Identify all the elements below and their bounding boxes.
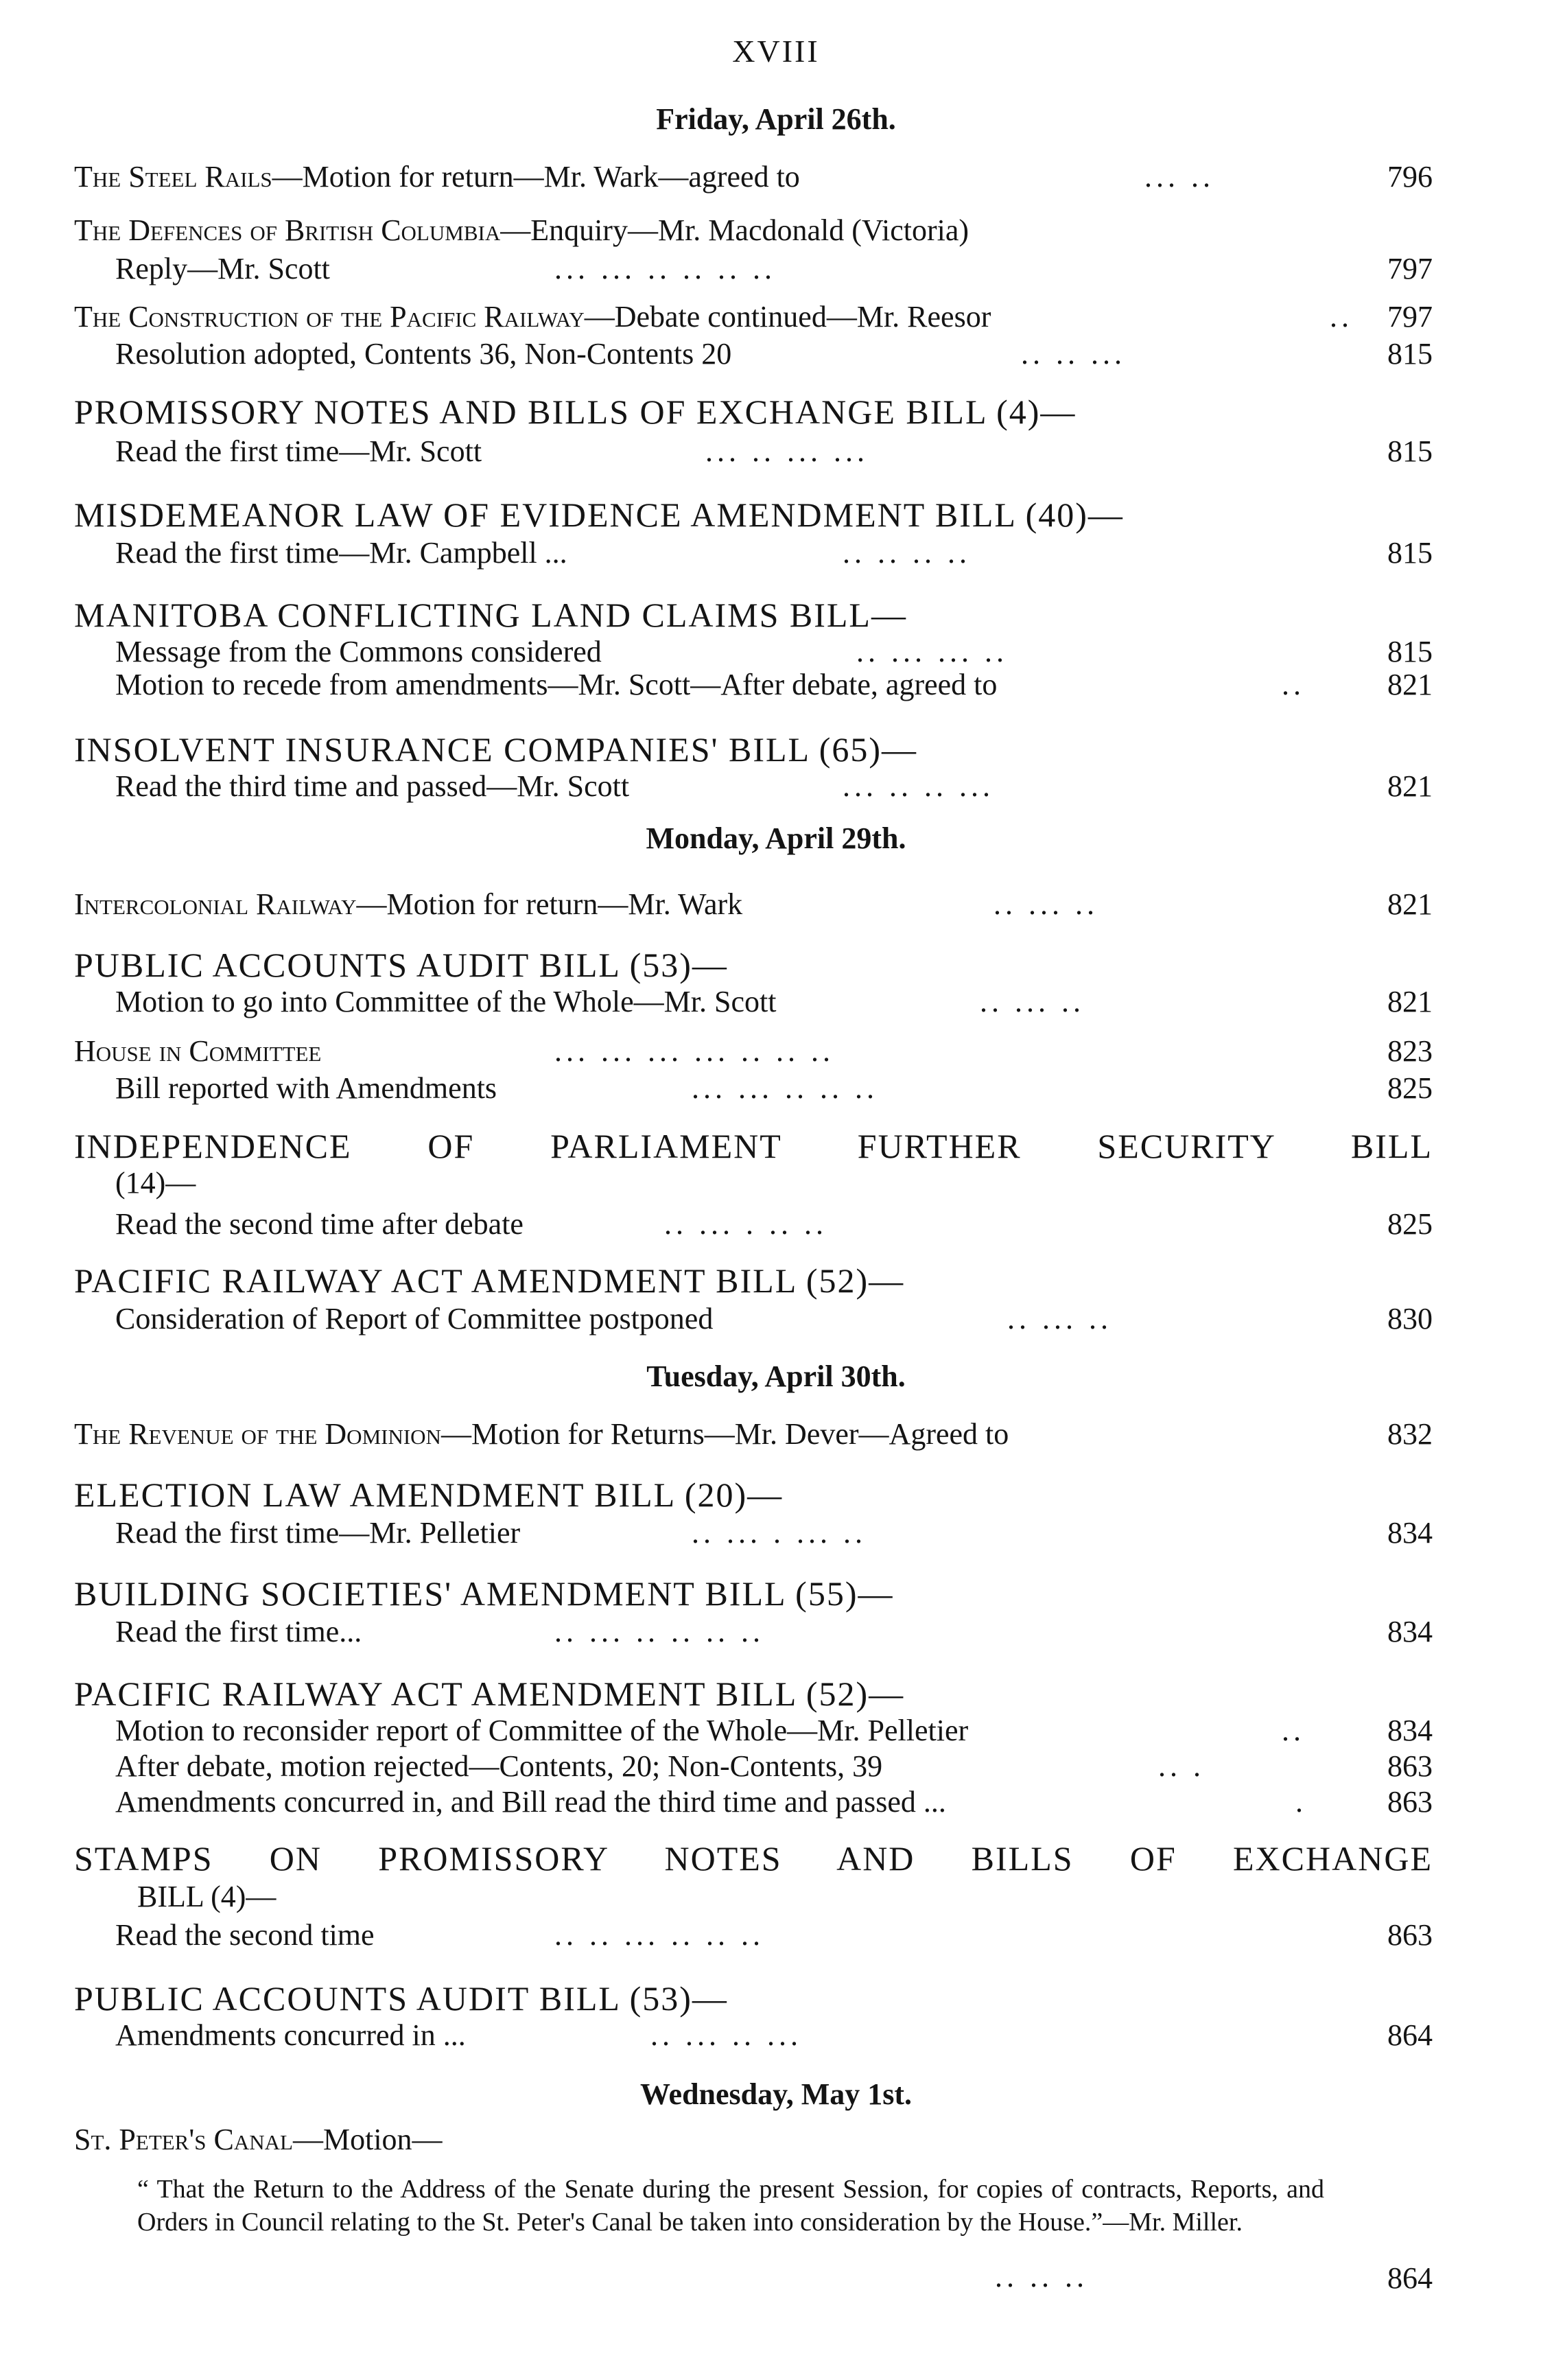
entry-text: Message from the Commons considered <box>115 635 602 668</box>
entry-text: Read the first time—Mr. Campbell ... <box>115 536 567 570</box>
entry-text: Amendments concurred in ... <box>115 2018 466 2052</box>
leader-dots: ... .. .. ... <box>843 769 994 803</box>
page-ref: 815 <box>1387 536 1433 570</box>
bill-heading: INSOLVENT INSURANCE COMPANIES' BILL (65)— <box>74 730 918 769</box>
entry-text: Bill reported with Amendments <box>115 1071 497 1105</box>
leader-dots: .. ... . .. .. <box>664 1207 827 1241</box>
entry-st-peters-canal <box>74 2121 1433 2159</box>
page-ref: 815 <box>1387 635 1433 668</box>
bill-heading: BUILDING SOCIETIES' AMENDMENT BILL (55)— <box>74 1574 894 1613</box>
entry-line <box>137 1878 1433 1916</box>
entry-text: Read the first time—Mr. Pelletier <box>115 1516 521 1550</box>
entry-steel-rails <box>74 158 1433 196</box>
leader-dots: ... ... .. .. .. .. <box>554 252 776 285</box>
page-ref: 796 <box>1387 160 1433 194</box>
page-ref: 815 <box>1387 337 1433 371</box>
page-ref: 821 <box>1387 668 1433 701</box>
entry-revenue-dominion <box>74 1415 1433 1454</box>
leader-dots: .. .. ... .. .. .. <box>554 1918 764 1952</box>
entry-line <box>115 2016 1433 2055</box>
entry-title: The Defences of British Columbia <box>74 213 501 247</box>
entry-line <box>115 1747 1433 1786</box>
leader-dots: .. ... .. <box>993 887 1098 921</box>
entry-line <box>115 1164 1433 1202</box>
leader-dots: .. ... .. .. .. .. <box>554 1615 764 1648</box>
entry-text: —Motion for return—Mr. Wark—agreed to <box>272 160 800 194</box>
page-ref: 821 <box>1387 887 1433 921</box>
page-ref: 825 <box>1387 1071 1433 1105</box>
entry-text: Read the second time after debate <box>115 1207 524 1241</box>
day-heading-monday: Monday, April 29th. <box>646 821 906 855</box>
entry-text: (14)— <box>115 1166 196 1200</box>
leader-dots: .. ... . ... .. <box>692 1516 867 1550</box>
entry-title: The Steel Rails <box>74 160 272 194</box>
entry-text: —Motion— <box>292 2123 443 2156</box>
entry-pacific-railway-construction <box>74 298 1433 336</box>
entry-title: The Revenue of the Dominion <box>74 1417 441 1451</box>
leader-dots: .. <box>1330 300 1353 334</box>
entry-text: Motion to reconsider report of Committee of the Whole—Mr. Pelletier <box>115 1714 969 1747</box>
entry-defences-bc <box>74 211 1433 250</box>
leader-dots: .. <box>1282 668 1305 701</box>
leader-dots: .. .. .. <box>995 2260 1088 2294</box>
page-ref: 863 <box>1387 1918 1433 1952</box>
entry-line <box>115 983 1433 1021</box>
quote-leader <box>995 2258 1269 2296</box>
page-ref: 832 <box>1387 1417 1433 1451</box>
motion-quote: “ That the Return to the Address of the Senate during the present Session, for copies of contracts, Reports, and Orders in Council relating to the St. Peter's Canal be taken into consideration by the House.”—Mr. Miller. <box>137 2175 1324 2237</box>
page-ref: 825 <box>1387 1207 1433 1241</box>
entry-text: —Motion for return—Mr. Wark <box>356 887 743 921</box>
bill-heading: PUBLIC ACCOUNTS AUDIT BILL (53)— <box>74 946 728 984</box>
entry-text: —Debate continued—Mr. Reesor <box>584 300 991 334</box>
entry-title: Intercolonial Railway <box>74 887 357 921</box>
leader-dots: .. .. ... <box>1021 337 1126 371</box>
entry-text: Read the first time... <box>115 1615 362 1648</box>
page-ref: 797 <box>1387 252 1433 285</box>
page-ref: 864 <box>1387 2261 1433 2295</box>
entry-text: Motion to go into Committee of the Whole—Mr. Scott <box>115 985 777 1018</box>
leader-dots: ... ... .. .. .. <box>692 1071 878 1105</box>
entry-text: Reply—Mr. Scott <box>115 252 330 285</box>
entry-line <box>115 1712 1433 1750</box>
bill-heading: STAMPS ON PROMISSORY NOTES AND BILLS OF EXCHANGE <box>74 1839 1433 1878</box>
entry-line <box>115 432 1433 471</box>
page-ref: 834 <box>1387 1714 1433 1747</box>
page-ref: 821 <box>1387 985 1433 1018</box>
day-heading-wednesday: Wednesday, May 1st. <box>639 2077 913 2111</box>
entry-text: Read the third time and passed—Mr. Scott <box>115 769 630 803</box>
entry-text: BILL (4)— <box>137 1880 277 1913</box>
entry-intercolonial-railway <box>74 885 1433 924</box>
leader-dots: .. ... ... .. <box>856 635 1008 668</box>
page-ref: 821 <box>1387 769 1433 803</box>
entry-line <box>115 1069 1433 1108</box>
leader-dots: .. ... .. <box>1007 1302 1112 1335</box>
entry-line <box>115 335 1433 373</box>
page-ref: 815 <box>1387 434 1433 468</box>
bill-heading: INDEPENDENCE OF PARLIAMENT FURTHER SECURITY BILL <box>74 1127 1433 1165</box>
page-ref: 864 <box>1387 2018 1433 2052</box>
bill-heading: MANITOBA CONFLICTING LAND CLAIMS BILL— <box>74 596 907 634</box>
entry-house-in-committee <box>74 1032 1433 1071</box>
entry-text: Consideration of Report of Committee postponed <box>115 1302 714 1335</box>
page-ref: 834 <box>1387 1516 1433 1550</box>
bill-heading: PROMISSORY NOTES AND BILLS OF EXCHANGE BILL (4)— <box>74 393 1077 431</box>
bill-heading: ELECTION LAW AMENDMENT BILL (20)— <box>74 1475 784 1514</box>
page-ref: 830 <box>1387 1302 1433 1335</box>
leader-dots: .. ... .. ... <box>650 2018 802 2052</box>
leader-dots: . <box>1295 1785 1307 1819</box>
page-number: XVIII <box>732 34 820 69</box>
entry-text: Resolution adopted, Contents 36, Non-Contents 20 <box>115 337 732 371</box>
page-ref: 863 <box>1387 1749 1433 1783</box>
entry-text: —Motion for Returns—Mr. Dever—Agreed to <box>440 1417 1009 1451</box>
leader-dots: .. . <box>1158 1749 1205 1783</box>
leader-dots: ... ... ... ... .. .. .. <box>554 1034 834 1068</box>
day-heading-tuesday: Tuesday, April 30th. <box>646 1360 906 1393</box>
entry-text: Amendments concurred in, and Bill read the third time and passed ... <box>115 1785 946 1819</box>
page-ref: 863 <box>1387 1785 1433 1819</box>
page-ref: 823 <box>1387 1034 1433 1068</box>
entry-title: House in Committee <box>74 1034 322 1068</box>
entry-text: After debate, motion rejected—Contents, 20; Non-Contents, 39 <box>115 1749 883 1783</box>
entry-line <box>115 1300 1433 1338</box>
page-ref: 797 <box>1387 300 1433 334</box>
entry-line <box>115 1783 1433 1821</box>
leader-dots: .. ... .. <box>980 985 1085 1018</box>
entry-text: —Enquiry—Mr. Macdonald (Victoria) <box>500 213 969 247</box>
entry-title: The Construction of the Pacific Railway <box>74 300 585 334</box>
bill-heading: MISDEMEANOR LAW OF EVIDENCE AMENDMENT BILL (40)— <box>74 495 1124 534</box>
entry-text: Read the second time <box>115 1918 375 1952</box>
entry-line <box>115 1916 1433 1955</box>
entry-line <box>115 666 1433 704</box>
leader-dots: ... .. ... ... <box>705 434 869 468</box>
entry-line <box>115 1514 1433 1552</box>
bill-heading: PACIFIC RAILWAY ACT AMENDMENT BILL (52)— <box>74 1675 905 1713</box>
leader-dots: ... .. <box>1144 160 1214 194</box>
leader-dots: .. <box>1282 1714 1305 1747</box>
bill-heading: PACIFIC RAILWAY ACT AMENDMENT BILL (52)— <box>74 1261 905 1300</box>
page-ref: 834 <box>1387 1615 1433 1648</box>
leader-dots: .. .. .. .. <box>843 536 971 570</box>
bill-heading: PUBLIC ACCOUNTS AUDIT BILL (53)— <box>74 1979 728 2018</box>
entry-line <box>115 1205 1433 1244</box>
entry-line <box>115 767 1433 806</box>
entry-line <box>115 1613 1433 1651</box>
entry-text: Read the first time—Mr. Scott <box>115 434 482 468</box>
entry-line <box>115 534 1433 572</box>
day-heading-friday: Friday, April 26th. <box>656 102 896 136</box>
entry-text: Motion to recede from amendments—Mr. Scott—After debate, agreed to <box>115 668 998 701</box>
entry-title: St. Peter's Canal <box>74 2123 293 2156</box>
entry-line <box>115 250 1433 288</box>
